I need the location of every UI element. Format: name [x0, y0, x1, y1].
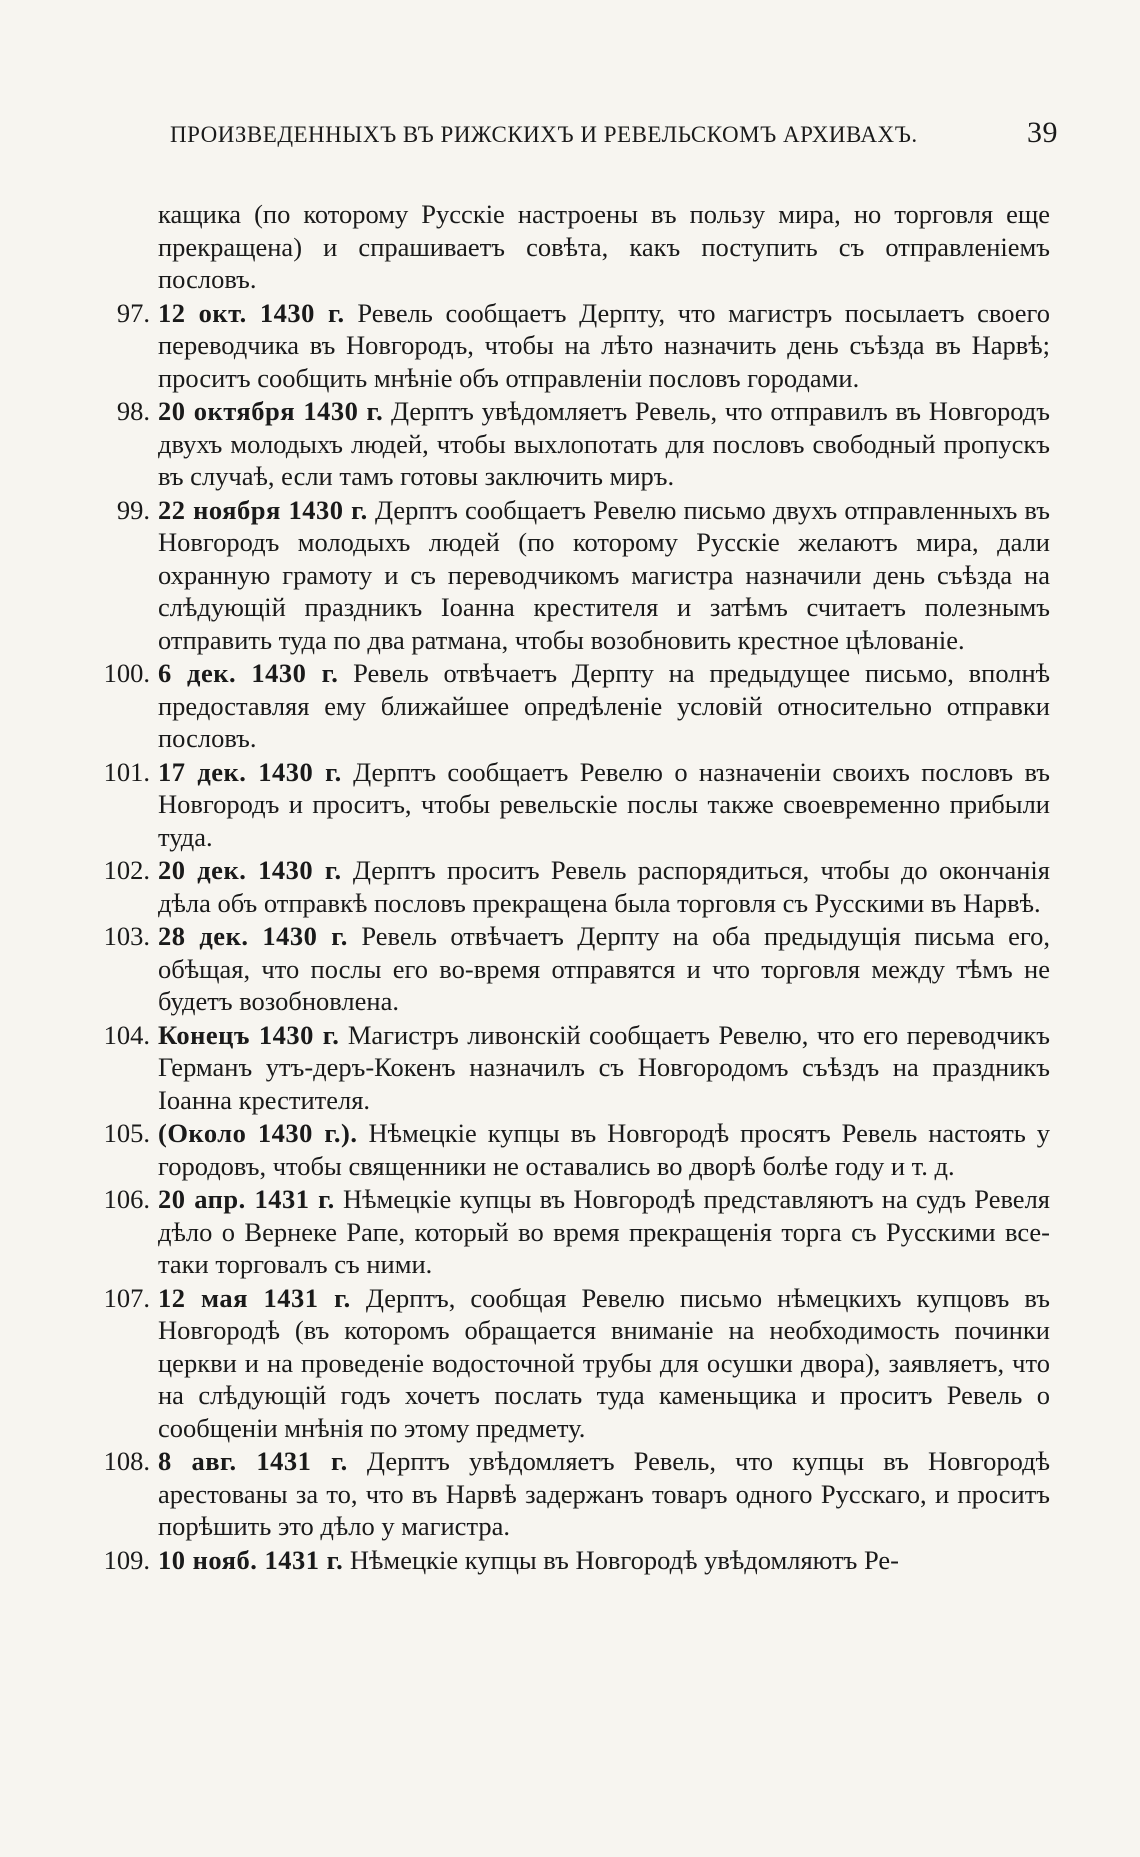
entry: [80, 395, 1050, 493]
entry-date: (Около 1430 г.).: [158, 1118, 358, 1148]
entry-text: Дерптъ проситъ Ревель распорядиться, чтобы до окончанія дѣла объ отправкѣ пословъ прекращена была торговля съ Русскими въ Нарвѣ.: [158, 855, 1050, 918]
page-number: 39: [1027, 116, 1058, 149]
entry-text: Дерптъ сообщаетъ Ревелю письмо двухъ отправленныхъ въ Новгородъ молодыхъ людей (по которому Русскіе желаютъ мира, дали охранную грамоту и съ переводчикомъ магистра назначили день съѣзда на слѣдующій праздникъ Іоанна крестителя и затѣмъ считаетъ полезнымъ отправить туда по два ратмана, чтобы возобновить крестное цѣлованіе.: [158, 494, 1050, 655]
entry: [80, 657, 1050, 755]
entry: [80, 854, 1050, 919]
entry-date: 22 ноября 1430 г.: [158, 494, 368, 525]
entry-number: 103.: [103, 921, 150, 951]
entry-text: Дерптъ сообщаетъ Ревелю о назначеніи своихъ пословъ въ Новгородъ и проситъ, чтобы ревельскіе послы также своевременно прибыли туда.: [158, 756, 1051, 852]
entry-date: 28 дек. 1430 г.: [158, 921, 348, 951]
entry-text: Нѣмецкіе купцы въ Новгородѣ представляютъ на судъ Ревеля дѣло о Вернеке Рапе, который во время прекращенія торга съ Русскими все-таки торговалъ съ ними.: [158, 1184, 1050, 1279]
entry-date: 20 апр. 1431 г.: [158, 1184, 335, 1214]
entry-number: 106.: [103, 1184, 150, 1214]
entry-text: Дерптъ, сообщая Ревелю письмо нѣмецкихъ купцовъ въ Новгородѣ (въ которомъ обращается вниманіе на необходимость починки церкви и на проведеніе водосточной трубы для осушки двора), заявляетъ, что на слѣдующій годъ хочетъ послать туда каменьщика и проситъ Ревель о сообщеніи мнѣнія по этому предмету.: [158, 1282, 1050, 1443]
entry-number: 99.: [116, 494, 150, 525]
entry-date: 12 мая 1431 г.: [158, 1282, 351, 1313]
entry-number: 102.: [103, 855, 150, 885]
entry-date: 12 окт. 1430 г.: [158, 297, 345, 328]
entry-number: 108.: [103, 1446, 150, 1476]
entry-list: [80, 297, 1050, 1577]
entry-number: 107.: [103, 1282, 150, 1313]
header-title: ПРОИЗВЕДЕННЫХЪ ВЪ РИЖСКИХЪ И РЕВЕЛЬСКОМЪ АРХИВАХЪ.: [170, 122, 918, 147]
entry-date: 20 октября 1430 г.: [158, 396, 384, 426]
entry: [80, 1544, 1050, 1577]
entry: [80, 1445, 1050, 1543]
entry: [80, 297, 1050, 395]
entry-number: 109.: [103, 1544, 150, 1575]
entry-text: Ревель отвѣчаетъ Дерпту на предыдущее письмо, вполнѣ предоставляя ему ближайшее опредѣленіе условій относительно отправки пословъ.: [158, 658, 1051, 753]
entry-number: 105.: [103, 1118, 150, 1148]
entry: [80, 920, 1050, 1018]
entry-date: Конецъ 1430 г.: [158, 1019, 340, 1050]
entry-text: Нѣмецкіе купцы въ Новгородѣ просятъ Ревель настоять у городовъ, чтобы священники не оставались во дворѣ болѣе году и т. д.: [158, 1118, 1051, 1181]
entry: [80, 756, 1050, 854]
entry-text: Ревель сообщаетъ Дерпту, что магистръ посылаетъ своего переводчика въ Новгородъ, чтобы на лѣто назначить день съѣзда въ Нарвѣ; проситъ сообщить мнѣніе объ отправленіи пословъ городами.: [158, 297, 1050, 393]
entry-number: 101.: [103, 756, 150, 787]
entry-text: Нѣмецкіе купцы въ Новгородѣ увѣдомляютъ Ре-: [349, 1544, 899, 1575]
entry-text: Дерптъ увѣдомляетъ Ревель, что отправилъ въ Новгородъ двухъ молодыхъ людей, чтобы выхлопотать для пословъ свободный пропускъ въ случаѣ, если тамъ готовы заключить миръ.: [158, 396, 1050, 491]
document-body: [80, 198, 1050, 1577]
entry-date: 6 дек. 1430 г.: [158, 658, 339, 688]
entry-text: Ревель отвѣчаетъ Дерпту на оба предыдущія письма его, обѣщая, что послы его во-время отправятся и что торговля между тѣмъ не будетъ возобновлена.: [158, 921, 1050, 1016]
entry-number: 97.: [116, 297, 150, 328]
entry-text: Дерптъ увѣдомляетъ Ревель, что купцы въ Новгородѣ арестованы за то, что въ Нарвѣ задержанъ товаръ одного Русскаго, и проситъ порѣшить это дѣло у магистра.: [158, 1446, 1050, 1541]
entry: [80, 1019, 1050, 1117]
entry: [80, 494, 1050, 657]
entry: [80, 1117, 1050, 1182]
entry-number: 100.: [103, 658, 150, 688]
entry-text: Магистръ ливонскій сообщаетъ Ревелю, что его переводчикъ Германъ утъ-деръ-Кокенъ назначилъ съ Новгородомъ съѣздъ на праздникъ Іоанна крестителя.: [158, 1019, 1051, 1115]
entry-date: 10 нояб. 1431 г.: [158, 1544, 344, 1575]
entry-number: 104.: [103, 1019, 150, 1050]
entry: [80, 1183, 1050, 1281]
entry: [80, 1282, 1050, 1445]
entry-date: 20 дек. 1430 г.: [158, 855, 342, 885]
entry-date: 8 авг. 1431 г.: [158, 1446, 348, 1476]
entry-number: 98.: [116, 396, 150, 426]
continued-paragraph: кащика (по которому Русскіе настроены въ пользу мира, но торговля еще прекращена) и спрашиваетъ совѣта, какъ поступить съ отправленіемъ пословъ.: [158, 199, 1050, 294]
running-header: [168, 116, 1058, 156]
entry-date: 17 дек. 1430 г.: [158, 756, 342, 787]
